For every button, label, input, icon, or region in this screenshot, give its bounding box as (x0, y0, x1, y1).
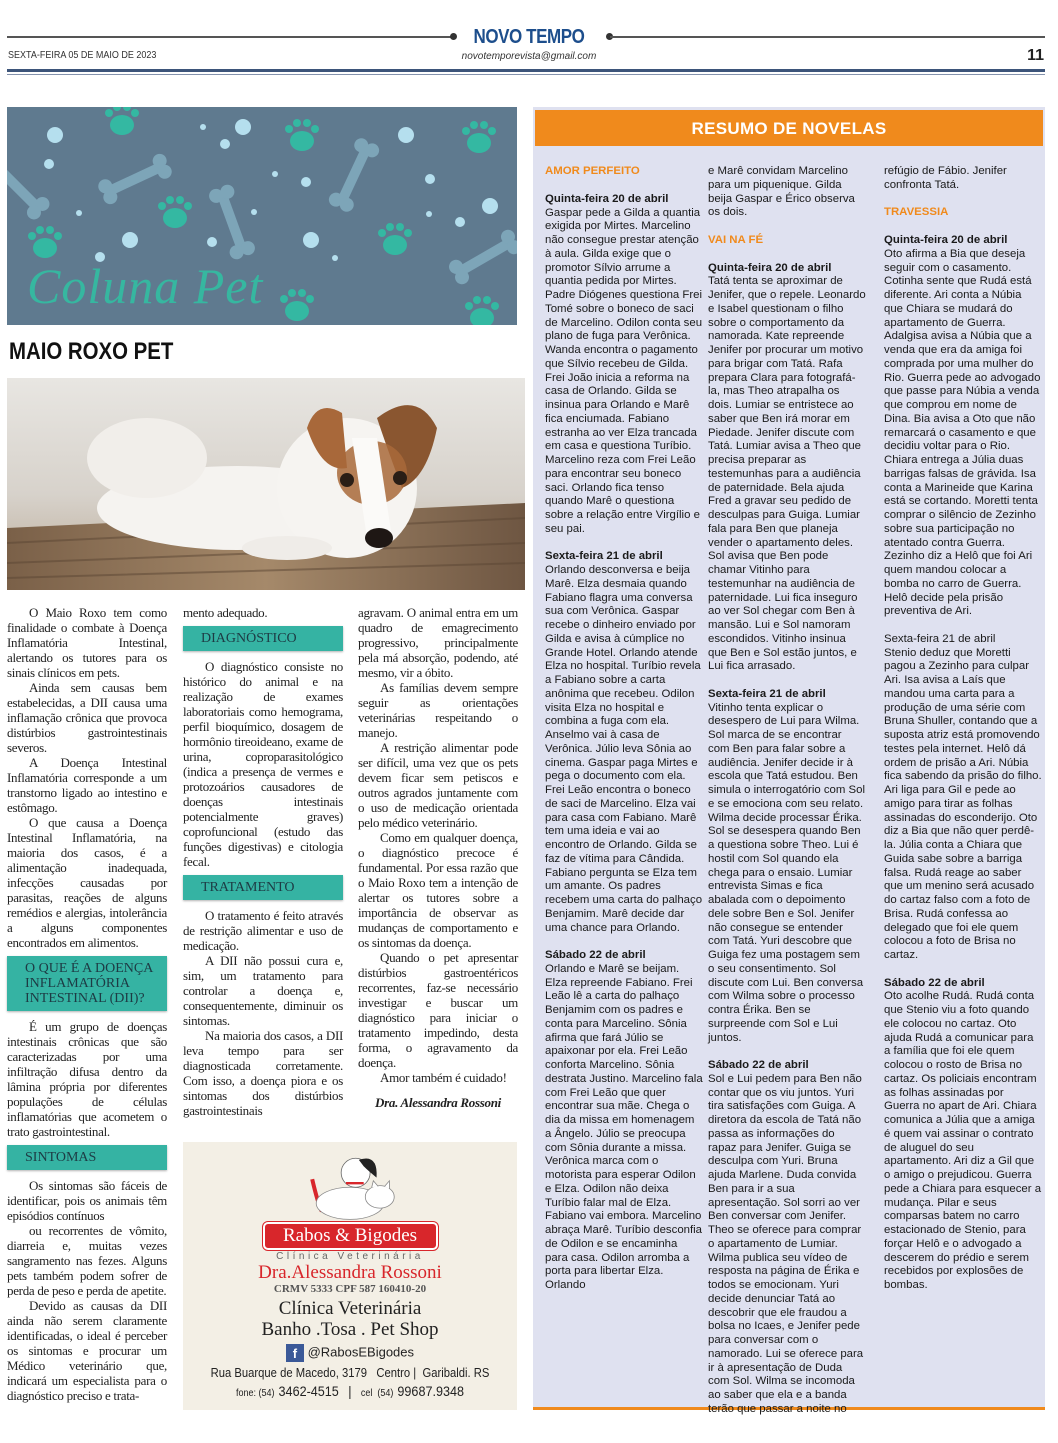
header-rule-right (610, 36, 1045, 38)
ad-facebook[interactable] (183, 1344, 517, 1362)
summary-text: Tatá tenta se aproximar de Jenifer, que o repele. Leonardo e Isabel questionam o filho sobre o comportamento da namorada. Kate repreende Jenifer por procurar um motivo para brigar com Tatá. Rafa prepara Clara para fotografá-la, mas Theo atrapalha os dois. Lumiar se entristece ao saber que Ben irá morar em Piedade. Jenifer discute com Tatá. Lumiar avisa a Theo que precisa preparar as testemunhas para a audiência de paternidade. Bela ajuda Fred a gravar seu pedido de desculpas para Guiga. Lumiar fala para Ben que planeja vender o apartamento deles. Sol avisa que Ben pode chamar Vitinho para testemunhar na audiência de paternidade. Lui fica inseguro ao ver Sol chegar com Ben à mansão. Lui e Sol namoram escondidos. Vitinho insinua que Ben e Sol estão juntos, e Lui fica arrasado. (708, 275, 866, 673)
section-heading: SINTOMAS (7, 1145, 167, 1170)
summary-text: Vitinho tenta explicar o desespero de Lui para Wilma. Sol marca de se encontrar com Ben para falar sobre a audiência. Jenifer decide ir à escola que Tatá estudou. Ben simula o interrogatório com Sol e se emociona com seu relato. Wilma decide processar Érika. Sol se desespera quando Ben a questiona sobre Theo. Lui é hostil com Sol quando ela chega para o ensaio. Lumiar entrevista Simas e fica abalada com o depoimento dele sobre Ben e Sol. Jenifer não consegue se entender com Tatá. Yuri descobre que Guiga fez uma postagem sem o seu consentimento. Sol discute com Lui. Ben conversa com Wilma sobre o processo contra Érika. Ben se surpreende com Sol e Lui juntos. (708, 701, 866, 1044)
paragraph: A Doença Intestinal Inflamatória corresponde a um transtorno ligado ao intestino e estômago. (7, 755, 167, 815)
paragraph: Quando o pet apresentar distúrbios gastroentéricos recorrentes, faz-se necessário investigar e buscar um diagnóstico para iniciar o tratamento impedindo, desta forma, o agravamento da doença. (358, 950, 518, 1070)
bone-icon (96, 152, 174, 207)
ad-phone: 3462-4515 (278, 1383, 339, 1399)
summary-text: Stenio deduz que Moretti pagou a Zezinho para culpar Ari. Isa avisa a Laís que mandou uma carta para a produção de uma série com Bruna Shuller, contando que a suposta atriz está promovendo testes pela internet. Helô dá ordem de prisão a Ari. Núbia fica sabendo da prisão do filho. Ari liga para Gil e pede ao amigo para tirar as folhas assinadas do esconderijo. Oto diz a Bia que não quer perdê-la. Júlia conta a Chiara que Guida sabe sobre a barriga falsa. Rudá reage ao saber que um menino será acusado do cartaz falso com a foto de Brisa. Rudá confessa ao delegado que foi ele quem colocou a foto de Brisa no cartaz. (884, 646, 1042, 961)
header-rule-left (7, 36, 455, 38)
novela-day-summary (884, 633, 1042, 963)
ad-doctor: Dra.Alessandra Rossoni (258, 1262, 442, 1283)
novelas-title: RESUMO DE NOVELAS (535, 110, 1043, 146)
novela-day-summary (708, 688, 866, 1046)
day-heading: Quinta-feira 20 de abril (708, 261, 832, 274)
novela-day-summary (708, 165, 866, 220)
day-heading: Sábado 22 de abril (884, 976, 985, 989)
paragraph: O que causa a Doença Intestinal Inflamatória, na maioria dos casos, é a alimentação inadequada, infecções causadas por parasitas, reações de alguns remédios e alergias, intolerância a alguns componentes encontrados em alimentos. (7, 815, 167, 950)
paragraph: É um grupo de doenças intestinais crônicas que são caracterizadas por uma infiltração difusa dentro da lâmina própria por diferentes populações de células inflamatórias que acometem o trato gastrointestinal. (7, 1019, 167, 1139)
day-heading: Quinta-feira 20 de abril (884, 234, 1008, 246)
day-heading: Sábado 22 de abril (545, 949, 646, 961)
bone-icon (207, 183, 257, 261)
paragraph: A restrição alimentar pode ser difícil, uma vez que os pets devem ficar sem petiscos e outros agrados juntamente com o uso de medicação orientada pelo médico veterinário. (358, 740, 518, 830)
novela-title: VAI NA FÉ (708, 233, 764, 246)
paragraph: Ainda sem causas bem estabelecidas, a DII causa uma inflamação crônica que provoca distúrbios gastrointestinais severos. (7, 680, 167, 755)
novela-day-summary (884, 165, 1042, 193)
ad-cel: 99687.9348 (397, 1383, 464, 1399)
ad-brand: Rabos & Bigodes (263, 1222, 438, 1250)
paw-icon (378, 223, 412, 255)
paragraph: O tratamento é feito através de restrição alimentar e uso de medicação. (183, 908, 343, 953)
section-heading: O QUE É A DOENÇA INFLAMATÓRIA INTESTINAL (DII)? (7, 956, 167, 1011)
ad-services-2: Banho .Tosa . Pet Shop (261, 1319, 439, 1340)
paragraph: A DII não possui cura e, sim, um tratamento para controlar a doença e, consequentemente, diminuir os sintomas. (183, 953, 343, 1028)
novelas-column-1 (545, 165, 703, 1307)
separator: | (348, 1383, 352, 1399)
ad-cel-label: cel (54) (360, 1388, 394, 1399)
coluna-pet-banner (7, 107, 517, 325)
novela-title: AMOR PERFEITO (545, 165, 640, 177)
paw-icon (105, 107, 139, 135)
novelas-column-2 (708, 165, 866, 1430)
resumo-novelas-box (533, 107, 1045, 1415)
paragraph: mento adequado. (183, 605, 268, 620)
section-heading: TRATAMENTO (183, 875, 343, 900)
banner-title: Coluna Pet (27, 258, 264, 314)
bone-icon (446, 227, 517, 287)
ad-facebook-handle: @RabosEBigodes (307, 1344, 415, 1360)
paragraph: Como em qualquer doença, o diagnóstico precoce é fundamental. Por essa razão que o Maio Roxo tem a intenção de alertar os tutores sobre a importância de observar as mudanças de comportamento e os sintomas da doença. (358, 830, 518, 950)
ad-subtitle: Clínica Veterinária (276, 1251, 424, 1262)
novela-title: TRAVESSIA (884, 206, 949, 219)
paw-icon (158, 196, 192, 228)
summary-text: Orlando e Marê se beijam. Elza repreende Fabiano. Frei Leão lê a carta do palhaço Benjamim com os padres e conta para Marcelino. Sônia afirma que fará Júlio se apaixonar por ela. Frei Leão conforta Marcelino. Sônia destrata Justino. Marcelino fala com Frei Leão que quer encontrar sua mãe. Chega o dia da missa em homenagem a Ângelo. Júlio se preocupa com Sônia durante a missa. Verônica marca com o motorista para esperar Odilon e Elza. Odilon não deixa Turíbio falar mal de Elza. Fabiano vai embora. Marcelino abraça Marê. Turíbio desconfia de Odilon e se encaminha para casa. Odilon arromba a porta para libertar Elza. Orlando (545, 962, 703, 1291)
paragraph: ou recorrentes de vômito, diarreia e, muitas vezes sangramento nas fezes. Alguns pets também podem sofrer de perda de peso e perda de apetite. (7, 1223, 167, 1298)
day-heading: Sexta-feira 21 de abril (884, 632, 996, 645)
author-signature: Dra. Alessandra Rossoni (375, 1095, 501, 1110)
novela-day-summary (708, 262, 866, 675)
advertisement-rabos-bigodes (183, 1142, 517, 1410)
dog-cat-logo-icon (280, 1147, 420, 1221)
paw-icon (462, 121, 496, 153)
paw-icon (285, 119, 319, 151)
paw-icon (465, 296, 499, 325)
day-heading: Quinta-feira 20 de abril (545, 192, 669, 205)
summary-text: Gaspar pede a Gilda a quantia exigida por Mirtes. Marcelino não consegue prestar atenção à aula. Gilda exige que o promotor Sílvio arrume a quantia pedida por Mirtes. Padre Diógenes questiona Frei Tomé sobre o boneco de saci de Marcelino. Odilon conta seu plano de fuga para Verônica. Wanda encontra o pagamento que Sílvio recebeu de Gilda. Frei João inicia a reforma na casa de Orlando. Gilda se insinua para Orlando e Marê fica enciumada. Fabiano estranha ao ver Elza trancada em casa e questiona Turíbio. Marcelino reza com Frei Leão para encontrar seu boneco saci. Orlando fica tenso quando Marê o questiona sobre a relação entre Virgílio e seu pai. (545, 206, 703, 535)
ad-services-1: Clínica Veterinária (278, 1298, 422, 1319)
article-column-1 (7, 605, 167, 1403)
summary-text: refúgio de Fábio. Jenifer confronta Tatá. (884, 165, 1007, 191)
article-headline: MAIO ROXO PET (9, 338, 174, 365)
contact-email[interactable]: novotemporevista@gmail.com (461, 51, 597, 62)
novela-day-summary (884, 234, 1042, 619)
masthead: NOVO TEMPO (473, 26, 585, 48)
summary-text: Oto acolhe Rudá. Rudá conta que Stenio viu a foto quando ele colocou no cartaz. Oto ajuda Rudá a comunicar para a família que foi ele quem colocou o rosto de Brisa no cartaz. Os policiais encontram as folhas assinadas por Guerra no apart de Ari. Chiara comunica a Júlia que a amiga é quem vai assinar o contrato de aluguel do seu apartamento. Ari diz a Gil que o amigo o prejudicou. Guerra pede a Chiara para esquecer a mudança. Pilar e seus comparsas batem no carro estacionado de Stenio, para forçar Helô e o advogado a descerem do prédio e serem recebidos por explosões de bombas. (884, 990, 1042, 1291)
day-heading: Sexta-feira 21 de abril (545, 550, 663, 563)
novelas-column-3 (884, 165, 1042, 1307)
paw-icon (280, 289, 314, 321)
ad-phones (200, 1383, 501, 1401)
bone-icon (327, 136, 382, 214)
puppy-image (7, 378, 525, 590)
ad-registration: CRMV 5333 CPF 587 160410-20 (273, 1283, 427, 1295)
day-heading: Sábado 22 de abril (708, 1059, 809, 1071)
novela-day-summary (708, 1059, 866, 1417)
paragraph: agravam. O animal entra em um quadro de emagrecimento progressivo, principalmente pela má absorção, podendo, até mesmo, vir a óbito. (358, 605, 518, 680)
ad-address: Rua Buarque de Macedo, 3179 Centro | Garibaldi. RS (210, 1366, 490, 1380)
paragraph: Devido as causas da DII ainda não serem claramente identificadas, o ideal é perceber os sintomas e procurar um Médico veterinário que, indicará um especialista para o diagnóstico preciso e trata- (7, 1298, 167, 1403)
article-column-2 (183, 605, 343, 1118)
article-column-3 (358, 605, 518, 1110)
header-divider (7, 69, 1045, 72)
page-number: 11 (1027, 47, 1044, 64)
summary-text: Sol e Lui pedem para Ben não contar que os viu juntos. Yuri tira satisfações com Guiga. A diretora da escola de Tatá não passa as informações do rapaz para Jenifer. Guiga se desculpa com Yuri. Bruna ajuda Marlene. Duda convida Ben para ir a sua apresentação. Sol sorri ao ver Ben conversar com Jenifer. Theo se oferece para comprar o apartamento de Lumiar. Wilma publica seu vídeo de resposta na página de Érika e todos se emocionam. Yuri decide denunciar Tatá ao descobrir que ele fraudou a bolsa no Icaes, e Jenifer pede para conversar com o namorado. Lui se oferece para ir à apresentação de Duda com Sol. Wilma se incomoda ao saber que ela e a banda terão que passar a noite no (708, 1072, 864, 1415)
summary-text: Oto afirma a Bia que deseja seguir com o casamento. Cotinha sente que Rudá está diferente. Ari conta a Núbia que Chiara se mudará do apartamento de Guerra. Adalgisa avisa a Núbia que a venda que era da amiga foi comprada por uma mulher do Rio. Guerra pede ao advogado que passe para Núbia a venda que comprou em nome de Dina. Bia avisa a Oto que não remarcará o casamento e que decidiu voltar para o Rio. Chiara entrega a Júlia duas barrigas falsas de grávida. Isa conta a Marineide que Karina está se cortando. Moretti tenta comprar o silêncio de Zezinho sobre sua participação no atentado contra Guerra. Zezinho diz a Helô que foi Ari quem mandou colocar a bomba no carro de Guerra. Helô decide pela prisão preventiva de Ari. (884, 247, 1041, 618)
novela-day-summary (545, 550, 703, 935)
novela-day-summary (545, 193, 703, 537)
day-heading: Sexta-feira 21 de abril (708, 687, 826, 700)
summary-text: Orlando desconversa e beija Marê. Elza desmaia quando Fabiano flagra uma conversa sua com Verônica. Gaspar recebe o dinheiro enviado por Gilda e avisa à cúmplice no Grande Hotel. Orlando atende Elza no hospital. Turíbio revela a Fabiano sobre a carta anônima que recebeu. Odilon visita Elza no hospital e combina a fuga com ela. Anselmo vai à casa de Verônica. Júlio leva Sônia ao cinema. Gaspar paga Mirtes e pega o documento com ela. Frei Leão encontra o boneco de saci de Marcelino. Elza vai para casa com Fabiano. Marê tem uma ideia e vai ao encontro de Orlando. Gilda se faz de vítima para Cândida. Fabiano pergunta se Elza tem um amante. Os padres recebem uma carta do palhaço Benjamim. Marê decide dar uma chance para Orlando. (545, 564, 703, 934)
issue-date: SEXTA-FEIRA 05 DE MAIO DE 2023 (8, 50, 157, 61)
paragraph: O diagnóstico consiste no histórico do animal e na realização de exames laboratoriais como hemograma, perfil bioquímico, dosagem de hormônio tireoideano, exame de urina, coproparasitológico (indica a presença de vermes e protozoários causadores de doenças intestinais potencialmente graves) coprofuncional (estudo das funções digestivas) e citologia fecal. (183, 659, 343, 869)
summary-text: e Marê convidam Marcelino para um piquenique. Gilda beija Gaspar e Érico observa os dois. (708, 165, 855, 219)
paragraph: Os sintomas são fáceis de identificar, pois os animais têm episódios contínuos (7, 1178, 167, 1223)
paragraph: O Maio Roxo tem como finalidade o combate à Doença Inflamatória Intestinal, alertando os tutores para os sinais clínicos em pets. (7, 605, 167, 680)
dog-photo (7, 378, 525, 590)
novela-day-summary (884, 977, 1042, 1293)
facebook-icon: f (286, 1344, 304, 1362)
paw-icon (28, 226, 62, 258)
ad-phone-label: fone: (54) (236, 1388, 275, 1399)
paragraph: Na maioria dos casos, a DII leva tempo para ser diagnosticada corretamente. Com isso, a doença piora e os sintomas dos distúrbios gastrointestinais (183, 1028, 343, 1118)
paragraph: Amor também é cuidado! (380, 1070, 507, 1085)
novela-day-summary (545, 949, 703, 1293)
section-heading: DIAGNÓSTICO (183, 626, 343, 651)
header-divider-thin (7, 74, 1045, 75)
paragraph: As famílias devem sempre seguir as orientações veterinárias respeitando o manejo. (358, 680, 518, 740)
